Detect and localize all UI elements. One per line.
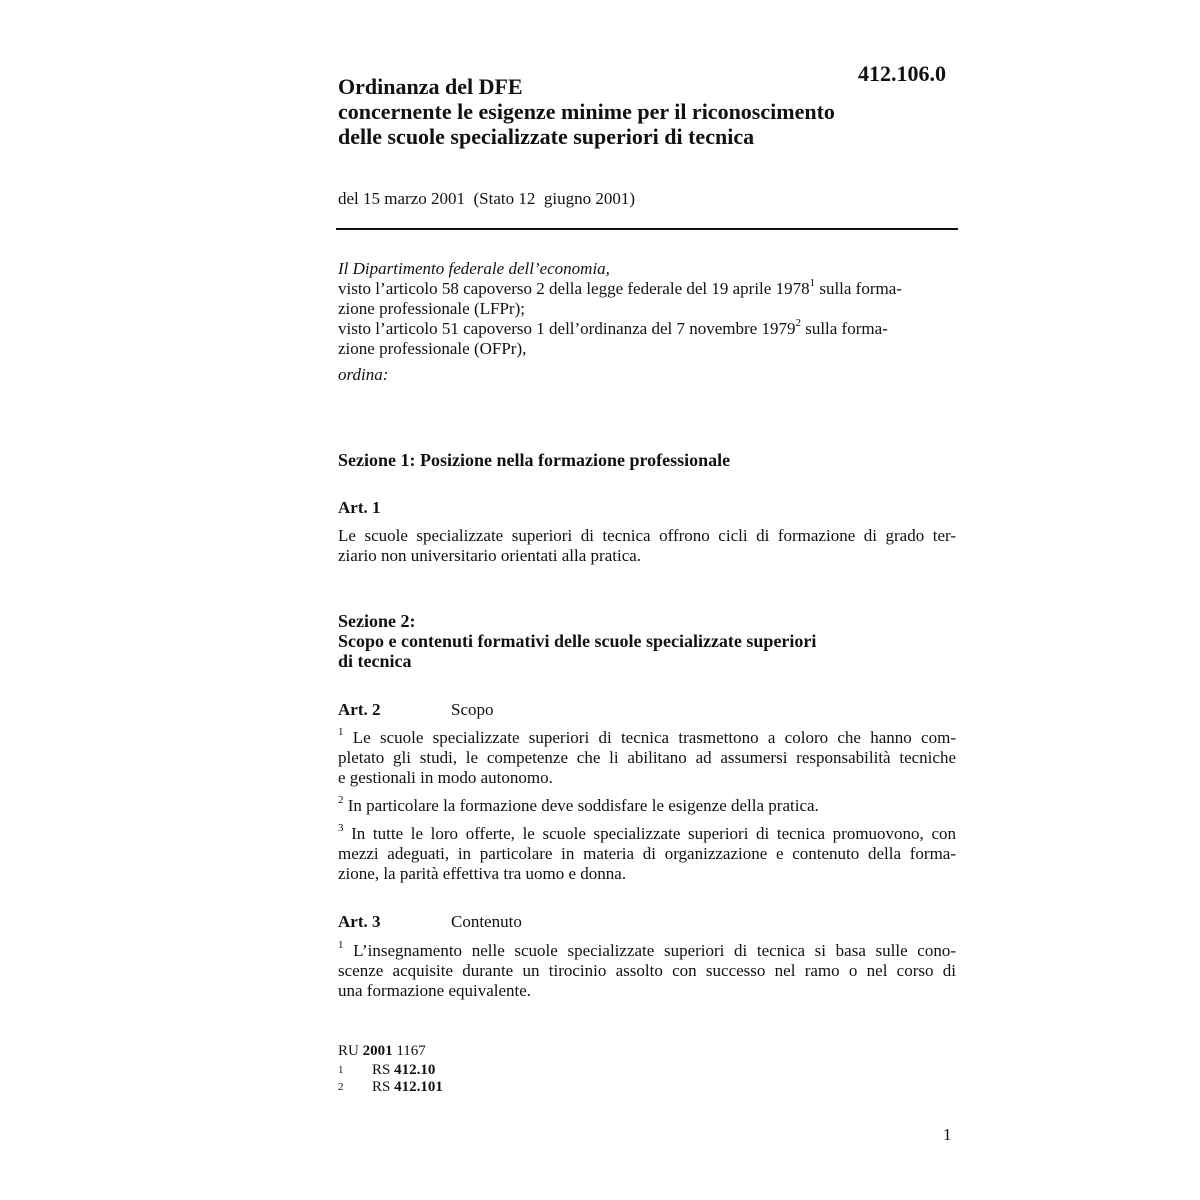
text-line: $^2$ In particolare la formazione deve soddisfare le esigenze della pratica. — [338, 794, 819, 815]
footnote-ref[interactable]: 1 — [809, 277, 816, 290]
section-2-heading — [338, 611, 816, 671]
text-line: e gestionali in modo autonomo. — [338, 768, 553, 787]
art-2-heading — [338, 700, 494, 720]
text-line: scenze acquisite durante un tirocinio assolto con successo nel ramo o nel corso di — [338, 961, 956, 980]
text-line: una formazione equivalente. — [338, 981, 532, 1000]
article-title: Contenuto — [451, 912, 522, 931]
title-line: concernente le esigenze minime per il riconoscimento — [338, 99, 835, 124]
paragraph-number: 2 — [338, 794, 344, 807]
text-line: $^3$ In tutte le loro offerte, le scuole specializzate superiori di tecnica promuovono, con — [338, 822, 956, 843]
art-2-paragraph-1 — [338, 728, 956, 788]
page-number: 1 — [943, 1125, 952, 1144]
footnote-link[interactable]: 412.10 — [394, 1062, 436, 1078]
section-1-heading: Sezione 1: Posizione nella formazione professionale — [338, 450, 731, 470]
article-label: Art. 3 — [338, 912, 381, 931]
preamble-line: visto l’articolo 51 capoverso 1 dell’ordinanza del 7 novembre 1979$^2$ sulla forma- — [338, 317, 888, 338]
text-line: Le scuole specializzate superiori di tecnica offrono cicli di formazione di grado ter- — [338, 526, 956, 545]
section-heading-line: Scopo e contenuti formativi delle scuole specializzate superiori — [338, 631, 817, 651]
preamble-line: zione professionale (LFPr); — [338, 299, 525, 318]
official-collection-ref: RU 2001 1167 — [338, 1043, 426, 1059]
text-line: $^1$ Le scuole specializzate superiori di tecnica trasmettono a coloro che hanno com- — [338, 726, 956, 747]
preamble-line: visto l’articolo 58 capoverso 2 della legge federale del 19 aprile 1978$^1$ sulla forma- — [338, 277, 902, 298]
document-number: 412.106.0 — [858, 61, 946, 86]
section-heading-line: di tecnica — [338, 651, 412, 671]
article-label: Art. 1 — [338, 498, 381, 517]
title-line: delle scuole specializzate superiori di tecnica — [338, 124, 755, 149]
section-heading-line: Sezione 2: — [338, 611, 416, 631]
art-3-paragraph-1 — [338, 941, 956, 1001]
art-2-paragraph-2 — [338, 796, 956, 816]
text-line: zione, la parità effettiva tra uomo e donna. — [338, 864, 627, 883]
footnote-2: 2 RS 412.101 — [338, 1079, 443, 1095]
art-1-heading — [338, 498, 451, 518]
header-divider — [336, 228, 958, 230]
article-label: Art. 2 — [338, 700, 381, 719]
text-line: pletato gli studi, le competenze che li abilitano ad assumersi responsabilità tecniche — [338, 748, 956, 767]
preamble-ordina: ordina: — [338, 365, 389, 384]
article-title: Scopo — [451, 700, 494, 719]
art-2-paragraph-3 — [338, 824, 956, 884]
art-1-text — [338, 526, 956, 566]
preamble — [338, 259, 958, 385]
title-line: Ordinanza del DFE — [338, 74, 523, 99]
footnote-1: 1 RS 412.10 — [338, 1062, 436, 1078]
footnote-number: 1 — [338, 1064, 344, 1076]
document-title — [338, 74, 938, 149]
text-line: ziario non universitario orientati alla pratica. — [338, 546, 642, 565]
text-line: $^1$ L’insegnamento nelle scuole specializzate superiori di tecnica si basa sulle cono- — [338, 939, 956, 960]
date-line: del 15 marzo 2001 (Stato 12 giugno 2001) — [338, 189, 635, 208]
preamble-authority: Il Dipartimento federale dell’economia, — [338, 259, 610, 278]
art-3-heading — [338, 912, 522, 932]
footnote-link[interactable]: 412.101 — [394, 1079, 443, 1095]
paragraph-number: 1 — [338, 939, 344, 952]
paragraph-number: 3 — [338, 822, 344, 835]
preamble-line: zione professionale (OFPr), — [338, 339, 527, 358]
text-line: mezzi adeguati, in particolare in materia di organizzazione e contenuto della forma- — [338, 844, 956, 863]
footnote-ref[interactable]: 2 — [795, 317, 801, 330]
footnote-number: 2 — [338, 1081, 344, 1093]
paragraph-number: 1 — [338, 726, 344, 739]
